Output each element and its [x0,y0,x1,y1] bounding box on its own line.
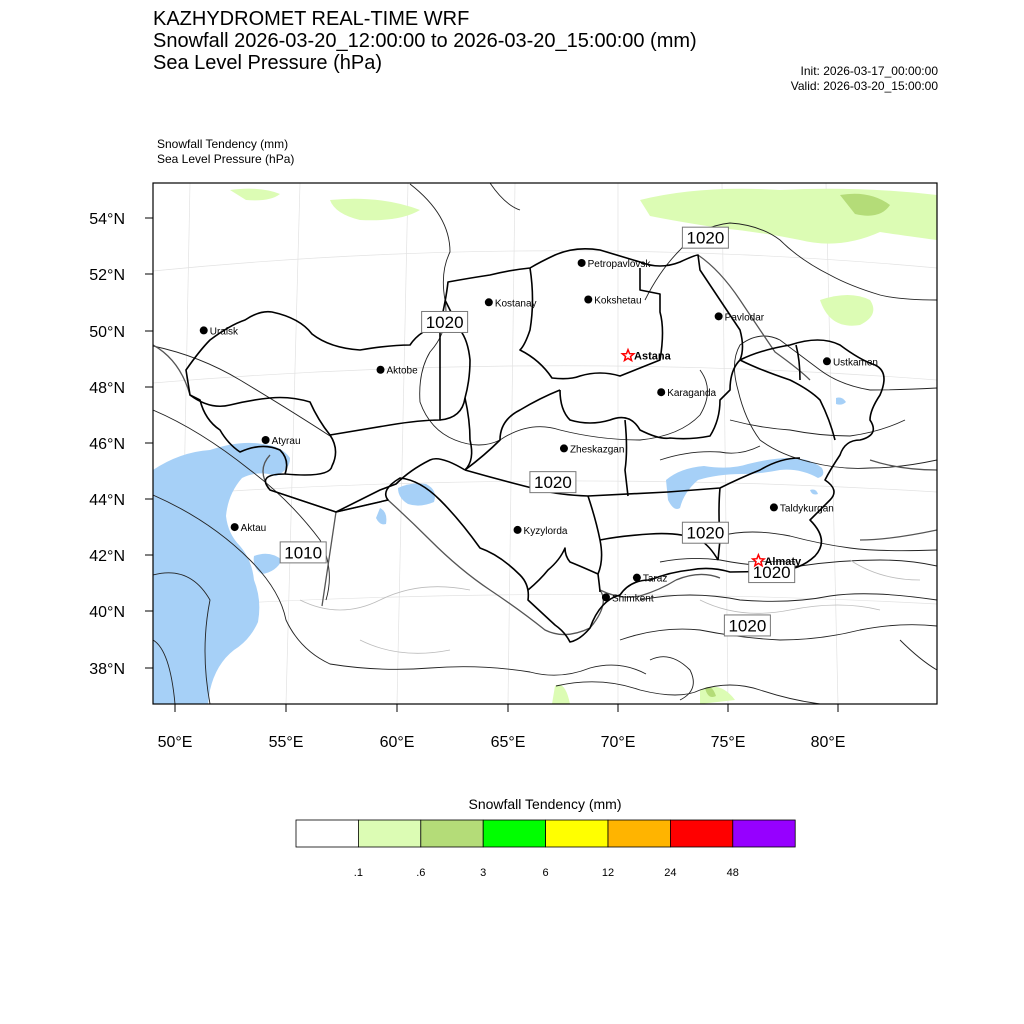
city-marker [657,388,716,399]
lat-label: 52°N [89,267,125,284]
capital-star-icon [622,350,634,361]
city-name: Pavlodar [724,312,765,324]
city-name: Almaty [764,555,802,568]
city-name: Kyzylorda [523,525,568,537]
lat-label: 44°N [89,492,125,509]
colorbar-tick-label: 3 [480,867,487,879]
snowfall-field-label: Snowfall Tendency (mm) [157,137,289,151]
colorbar-swatch [358,820,420,847]
water-bodies [153,398,846,705]
valid-time: Valid: 2026-03-20_15:00:00 [790,79,938,93]
isobar-value: 1010 [284,543,323,563]
city-name: Kokshetau [594,295,642,307]
city-name: Aktau [240,523,267,535]
city-name: Uralsk [209,326,239,338]
snowfall-area-light [820,295,873,326]
city-name: Astana [634,350,671,363]
city-dot-icon [584,295,592,303]
city-dot-icon [715,312,723,320]
colorbar-title: Snowfall Tendency (mm) [468,796,622,812]
city-name: Taraz [642,573,668,585]
colorbar-swatch [546,820,608,847]
lon-label: 80°E [810,734,846,751]
colorbar-tick-label: .6 [416,867,426,879]
isobar-value: 1020 [425,312,464,332]
city-dot-icon [657,388,665,396]
city-name: Petropavlovsk [587,258,651,270]
city-dot-icon [823,357,831,365]
graticule [153,183,937,704]
slp-field-label: Sea Level Pressure (hPa) [157,152,295,166]
lake-alakol [810,490,818,495]
init-time: Init: 2026-03-17_00:00:00 [800,64,938,78]
city-name: Aktobe [386,365,418,377]
lon-label: 70°E [600,734,636,751]
city-marker [231,523,267,534]
city-dot-icon [602,593,610,601]
city-name: Kostanay [494,298,537,310]
lon-label: 50°E [157,734,193,751]
longitude-labels [158,734,846,751]
city-dot-icon [633,574,641,582]
minor-borders [300,560,920,653]
city-name: Taldykurgan [779,503,834,515]
snowfall-area-light [230,189,280,201]
isobar-value: 1020 [533,473,572,493]
lat-label: 38°N [89,661,125,678]
snowfall-area-light [552,685,570,704]
colorbar-tick-label: .1 [353,867,363,879]
title-snowfall-period: Snowfall 2026-03-20_12:00:00 to 2026-03-20_15:00:00 (mm) [153,30,697,52]
colorbar-tick-label: 48 [726,867,739,879]
lat-label: 42°N [89,548,125,565]
lat-label: 40°N [89,604,125,621]
colorbar [296,820,795,847]
colorbar-tick-label: 12 [601,867,615,879]
isobar-value: 1020 [686,523,725,543]
colorbar-swatch [421,820,483,847]
city-name: Atyrau [271,435,301,447]
lat-label: 50°N [89,324,125,341]
city-dot-icon [200,326,208,334]
lat-label: 46°N [89,436,125,453]
snowfall-area-light [330,199,420,221]
colorbar-swatch [733,820,795,847]
title-model: KAZHYDROMET REAL-TIME WRF [153,8,470,30]
latitude-labels [89,211,125,678]
city-dot-icon [485,298,493,306]
city-name: Ustkamen [832,357,878,369]
city-dot-icon [262,436,270,444]
isobar-value: 1020 [686,228,725,248]
lon-label: 75°E [710,734,746,751]
isobar-label [682,227,728,248]
city-dot-icon [514,526,522,534]
capital-marker [622,350,671,363]
city-dot-icon [578,259,586,267]
city-name: Shimkent [611,593,654,605]
isobar-label [682,522,728,543]
city-marker [633,574,667,585]
colorbar-swatch [296,820,358,847]
city-marker [514,526,568,537]
snowfall-area-light [700,687,735,704]
lat-label: 54°N [89,211,125,228]
colorbar-tick-label: 24 [664,867,677,879]
title-sea-level-pressure: Sea Level Pressure (hPa) [153,52,383,74]
isobar-label [724,615,770,636]
isobar-label [422,311,468,332]
kara-bogaz-bay [254,554,282,574]
isobar-label [530,472,576,493]
lake-zaysan [836,398,846,405]
aral-sea [398,484,435,506]
aral-sea [376,508,386,524]
city-dot-icon [560,444,568,452]
city-marker [823,357,878,368]
city-marker [584,295,641,306]
city-name: Karaganda [667,388,717,400]
city-marker [485,298,537,309]
isobar-value: 1020 [728,616,767,636]
isobar-label [280,542,326,563]
city-marker [715,312,765,323]
city-marker [578,259,652,270]
city-marker [200,326,239,337]
isobar-labels [280,227,795,636]
isobar-value: 1020 [752,563,791,583]
colorbar-swatch [670,820,732,847]
city-name: Zheskazgan [569,444,625,456]
city-dot-icon [231,523,239,531]
lat-label: 48°N [89,380,125,397]
city-marker [560,444,624,455]
colorbar-swatch [608,820,670,847]
lon-label: 65°E [490,734,526,751]
city-marker [377,366,419,377]
lon-label: 55°E [268,734,304,751]
city-dot-icon [770,503,778,511]
lon-label: 60°E [379,734,415,751]
colorbar-swatch [483,820,545,847]
city-marker [770,503,834,514]
map-content [153,183,937,704]
city-dot-icon [377,366,385,374]
colorbar-tick-label: 6 [542,867,549,879]
